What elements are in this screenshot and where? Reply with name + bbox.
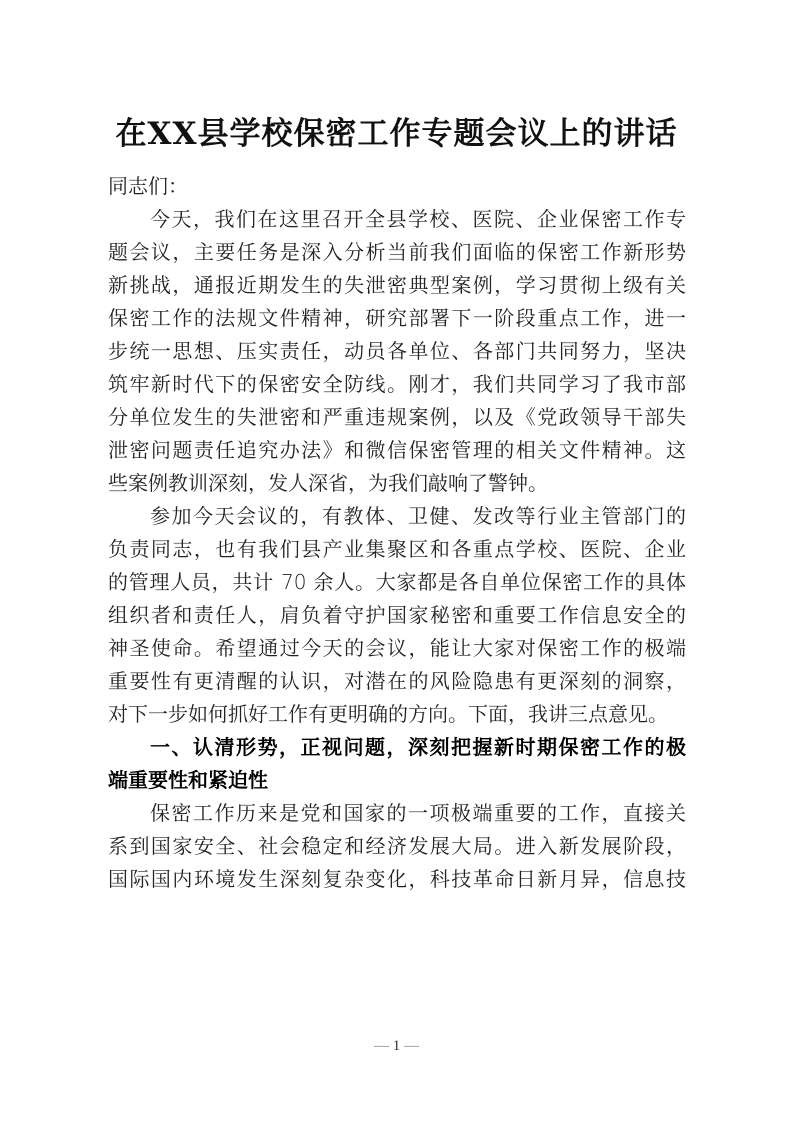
text-line: 些案例教训深刻，发人深省，为我们敲响了警钟。 <box>108 471 548 495</box>
text-line: 神圣使命。希望通过今天的会议，能让大家对保密工作的极端 <box>108 636 686 660</box>
salutation: 同志们： <box>108 174 188 198</box>
text-line: 对下一步如何抓好工作有更明确的方向。下面，我讲三点意见。 <box>108 702 668 726</box>
paragraph-lines <box>108 203 686 896</box>
text-line: 保密工作的法规文件精神，研究部署下一阶段重点工作，进一 <box>108 306 686 330</box>
footer-dash-right: — <box>404 1038 419 1054</box>
text-line: 负责同志，也有我们县产业集聚区和各重点学校、医院、企业 <box>108 537 686 561</box>
text-line: 系到国家安全、社会稳定和经济发展大局。进入新发展阶段， <box>108 834 686 858</box>
text-line: 参加今天会议的，有教体、卫健、发改等行业主管部门的 <box>150 504 686 528</box>
footer-dash-left: — <box>374 1038 389 1054</box>
text-line: 筑牢新时代下的保密安全防线。刚才，我们共同学习了我市部 <box>108 372 686 396</box>
text-line: 重要性有更清醒的认识，对潜在的风险隐患有更深刻的洞察， <box>108 669 686 693</box>
page-footer <box>0 1038 793 1055</box>
text-line: 今天，我们在这里召开全县学校、医院、企业保密工作专 <box>150 207 686 231</box>
text-line: 步统一思想、压实责任，动员各单位、各部门共同努力，坚决 <box>108 339 686 363</box>
text-line: 分单位发生的失泄密和严重违规案例，以及《党政领导干部失 <box>108 405 686 429</box>
document-body <box>108 170 686 896</box>
text-line: 保密工作历来是党和国家的一项极端重要的工作，直接关 <box>150 801 686 825</box>
text-line: 新挑战，通报近期发生的失泄密典型案例，学习贯彻上级有关 <box>108 273 686 297</box>
text-line: 国际国内环境发生深刻复杂变化，科技革命日新月异，信息技 <box>108 867 686 891</box>
text-line: 泄密问题责任追究办法》和微信保密管理的相关文件精神。这 <box>108 438 686 462</box>
section-heading-line: 端重要性和紧迫性 <box>108 768 268 792</box>
text-line: 题会议，主要任务是深入分析当前我们面临的保密工作新形势 <box>108 240 686 264</box>
section-heading-line: 一、认清形势，正视问题，深刻把握新时期保密工作的极 <box>150 735 686 759</box>
text-line: 组织者和责任人，肩负着守护国家秘密和重要工作信息安全的 <box>108 603 686 627</box>
document-title: 在XX县学校保密工作专题会议上的讲话 <box>115 116 678 152</box>
page-number: 1 <box>392 1038 401 1054</box>
text-line: 的管理人员，共计 70 余人。大家都是各自单位保密工作的具体 <box>108 570 686 594</box>
